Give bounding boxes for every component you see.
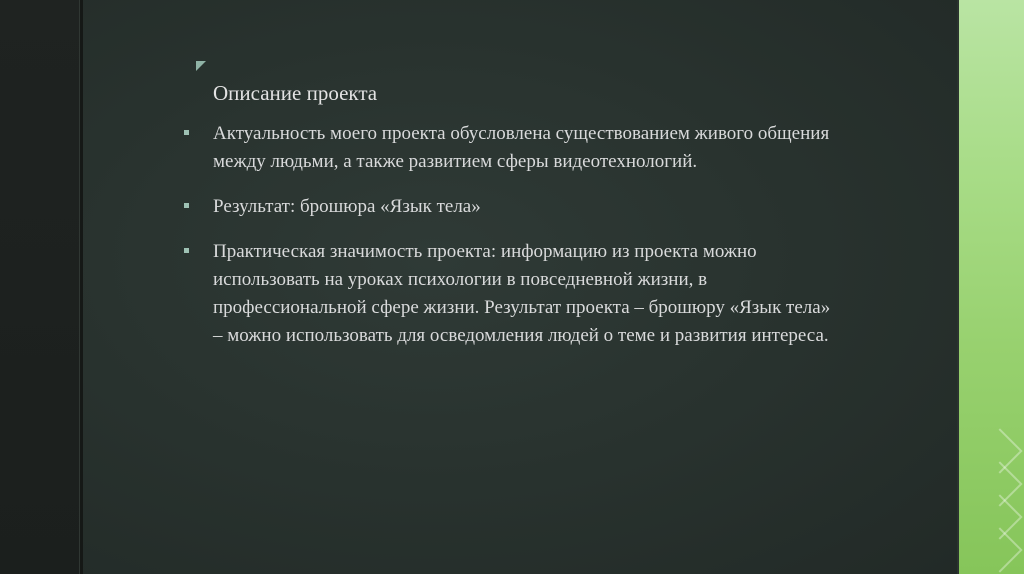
- square-bullet-icon: [184, 203, 189, 208]
- bullet-item: [181, 238, 841, 350]
- bullet-item: [181, 193, 841, 221]
- square-bullet-icon: [184, 130, 189, 135]
- corner-triangle-icon: [196, 61, 206, 71]
- square-bullet-icon: [184, 248, 189, 253]
- bullet-item: [181, 120, 841, 176]
- bullet-text: Результат: брошюра «Язык тела»: [213, 196, 481, 217]
- left-margin-band: [0, 0, 80, 574]
- slide-title: Описание проекта: [213, 81, 378, 105]
- bullet-text: Актуальность моего проекта обусловлена существованием живого общения между людьми, а также развитием сферы видеотехнологий.: [213, 123, 830, 172]
- bullet-list: [181, 120, 841, 367]
- bullet-text: Практическая значимость проекта: информацию из проекта можно использовать на уроках психологии в повседневной жизни, в профессиональной сфере жизни. Результат проекта – брошюру «Язык тела» – можно использовать для осведомления людей о теме и развития интереса.: [213, 241, 831, 346]
